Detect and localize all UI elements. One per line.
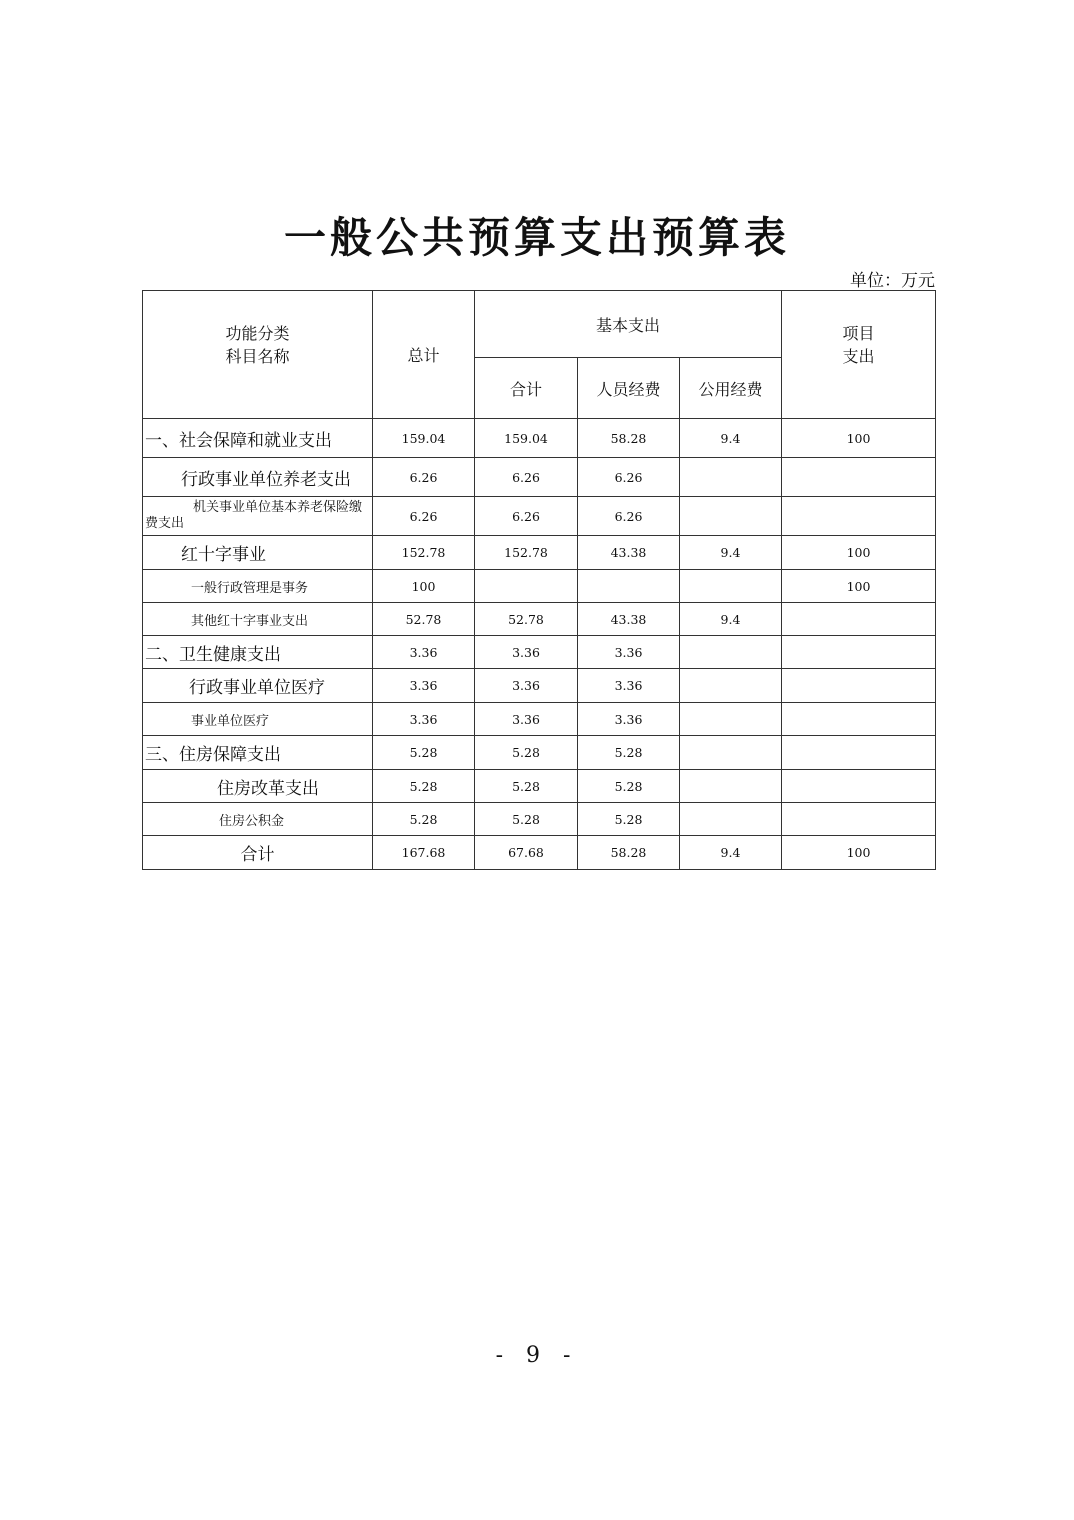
table-row	[143, 497, 936, 536]
cell-personnel: 5.28	[578, 736, 680, 770]
table-row	[143, 703, 936, 736]
cell-total: 5.28	[373, 803, 475, 836]
cell-total: 152.78	[373, 536, 475, 570]
row-name: 行政事业单位医疗	[143, 669, 373, 703]
cell-total: 3.36	[373, 669, 475, 703]
cell-project	[782, 803, 936, 836]
cell-sum: 6.26	[475, 458, 578, 497]
cell-project	[782, 603, 936, 636]
row-name: 事业单位医疗	[143, 703, 373, 736]
cell-total: 6.26	[373, 497, 475, 536]
row-name: 二、卫生健康支出	[143, 636, 373, 669]
header-basic-sum: 合计	[475, 358, 578, 419]
cell-personnel: 3.36	[578, 636, 680, 669]
cell-public	[680, 636, 782, 669]
cell-sum: 3.36	[475, 703, 578, 736]
row-name: 一般行政管理是事务	[143, 570, 373, 603]
cell-project	[782, 703, 936, 736]
cell-personnel: 5.28	[578, 803, 680, 836]
cell-public	[680, 770, 782, 803]
table-row	[143, 736, 936, 770]
cell-personnel: 6.26	[578, 458, 680, 497]
total-row	[143, 836, 936, 870]
cell-sum: 3.36	[475, 669, 578, 703]
cell-personnel: 6.26	[578, 497, 680, 536]
cell-public	[680, 497, 782, 536]
cell-sum: 159.04	[475, 419, 578, 458]
cell-public: 9.4	[680, 536, 782, 570]
cell-sum: 67.68	[475, 836, 578, 870]
cell-project	[782, 497, 936, 536]
cell-total: 5.28	[373, 736, 475, 770]
cell-total: 100	[373, 570, 475, 603]
header-project-line1: 项目	[842, 324, 875, 343]
cell-personnel: 43.38	[578, 536, 680, 570]
cell-public	[680, 703, 782, 736]
table-row	[143, 636, 936, 669]
cell-public: 9.4	[680, 419, 782, 458]
cell-personnel: 58.28	[578, 836, 680, 870]
cell-personnel: 3.36	[578, 703, 680, 736]
cell-total: 167.68	[373, 836, 475, 870]
cell-public	[680, 669, 782, 703]
header-basic: 基本支出	[475, 291, 782, 358]
cell-public: 9.4	[680, 836, 782, 870]
cell-public	[680, 736, 782, 770]
header-total: 总计	[373, 291, 475, 419]
header-category-line2: 科目名称	[225, 347, 290, 366]
cell-sum: 3.36	[475, 636, 578, 669]
cell-project	[782, 736, 936, 770]
table-row	[143, 669, 936, 703]
cell-sum: 5.28	[475, 803, 578, 836]
cell-total: 6.26	[373, 458, 475, 497]
table-row	[143, 770, 936, 803]
cell-project	[782, 770, 936, 803]
row-name: 机关事业单位基本养老保险缴费支出	[143, 497, 373, 536]
cell-project: 100	[782, 570, 936, 603]
row-name: 住房公积金	[143, 803, 373, 836]
cell-sum: 52.78	[475, 603, 578, 636]
cell-public: 9.4	[680, 603, 782, 636]
cell-project	[782, 458, 936, 497]
cell-sum: 6.26	[475, 497, 578, 536]
cell-sum: 152.78	[475, 536, 578, 570]
table-row	[143, 419, 936, 458]
cell-total: 52.78	[373, 603, 475, 636]
cell-personnel: 5.28	[578, 770, 680, 803]
row-name: 三、住房保障支出	[143, 736, 373, 770]
cell-public	[680, 458, 782, 497]
row-name: 住房改革支出	[143, 770, 373, 803]
page-title: 一般公共预算支出预算表	[283, 213, 790, 262]
row-name: 行政事业单位养老支出	[143, 458, 373, 497]
header-project	[782, 291, 936, 419]
cell-public	[680, 570, 782, 603]
cell-personnel: 3.36	[578, 669, 680, 703]
table-row	[143, 536, 936, 570]
cell-sum: 5.28	[475, 736, 578, 770]
table-row	[143, 803, 936, 836]
header-category	[143, 291, 373, 419]
cell-public	[680, 803, 782, 836]
cell-project	[782, 636, 936, 669]
cell-project: 100	[782, 536, 936, 570]
cell-total: 5.28	[373, 770, 475, 803]
cell-total: 159.04	[373, 419, 475, 458]
row-name: 红十字事业	[143, 536, 373, 570]
table-row	[143, 458, 936, 497]
row-name: 一、社会保障和就业支出	[143, 419, 373, 458]
header-public: 公用经费	[680, 358, 782, 419]
cell-project: 100	[782, 836, 936, 870]
table-row	[143, 603, 936, 636]
cell-sum: 5.28	[475, 770, 578, 803]
cell-personnel: 58.28	[578, 419, 680, 458]
unit-label: 单位：万元	[850, 271, 935, 291]
cell-sum	[475, 570, 578, 603]
table-row	[143, 570, 936, 603]
header-personnel: 人员经费	[578, 358, 680, 419]
cell-personnel	[578, 570, 680, 603]
cell-project	[782, 669, 936, 703]
page-number: - 9 -	[495, 1343, 579, 1368]
total-row-name: 合计	[143, 836, 373, 870]
cell-total: 3.36	[373, 636, 475, 669]
row-name: 其他红十字事业支出	[143, 603, 373, 636]
header-project-line2: 支出	[842, 347, 875, 366]
header-category-line1: 功能分类	[225, 324, 290, 343]
budget-table	[142, 290, 936, 870]
cell-total: 3.36	[373, 703, 475, 736]
cell-project: 100	[782, 419, 936, 458]
cell-personnel: 43.38	[578, 603, 680, 636]
